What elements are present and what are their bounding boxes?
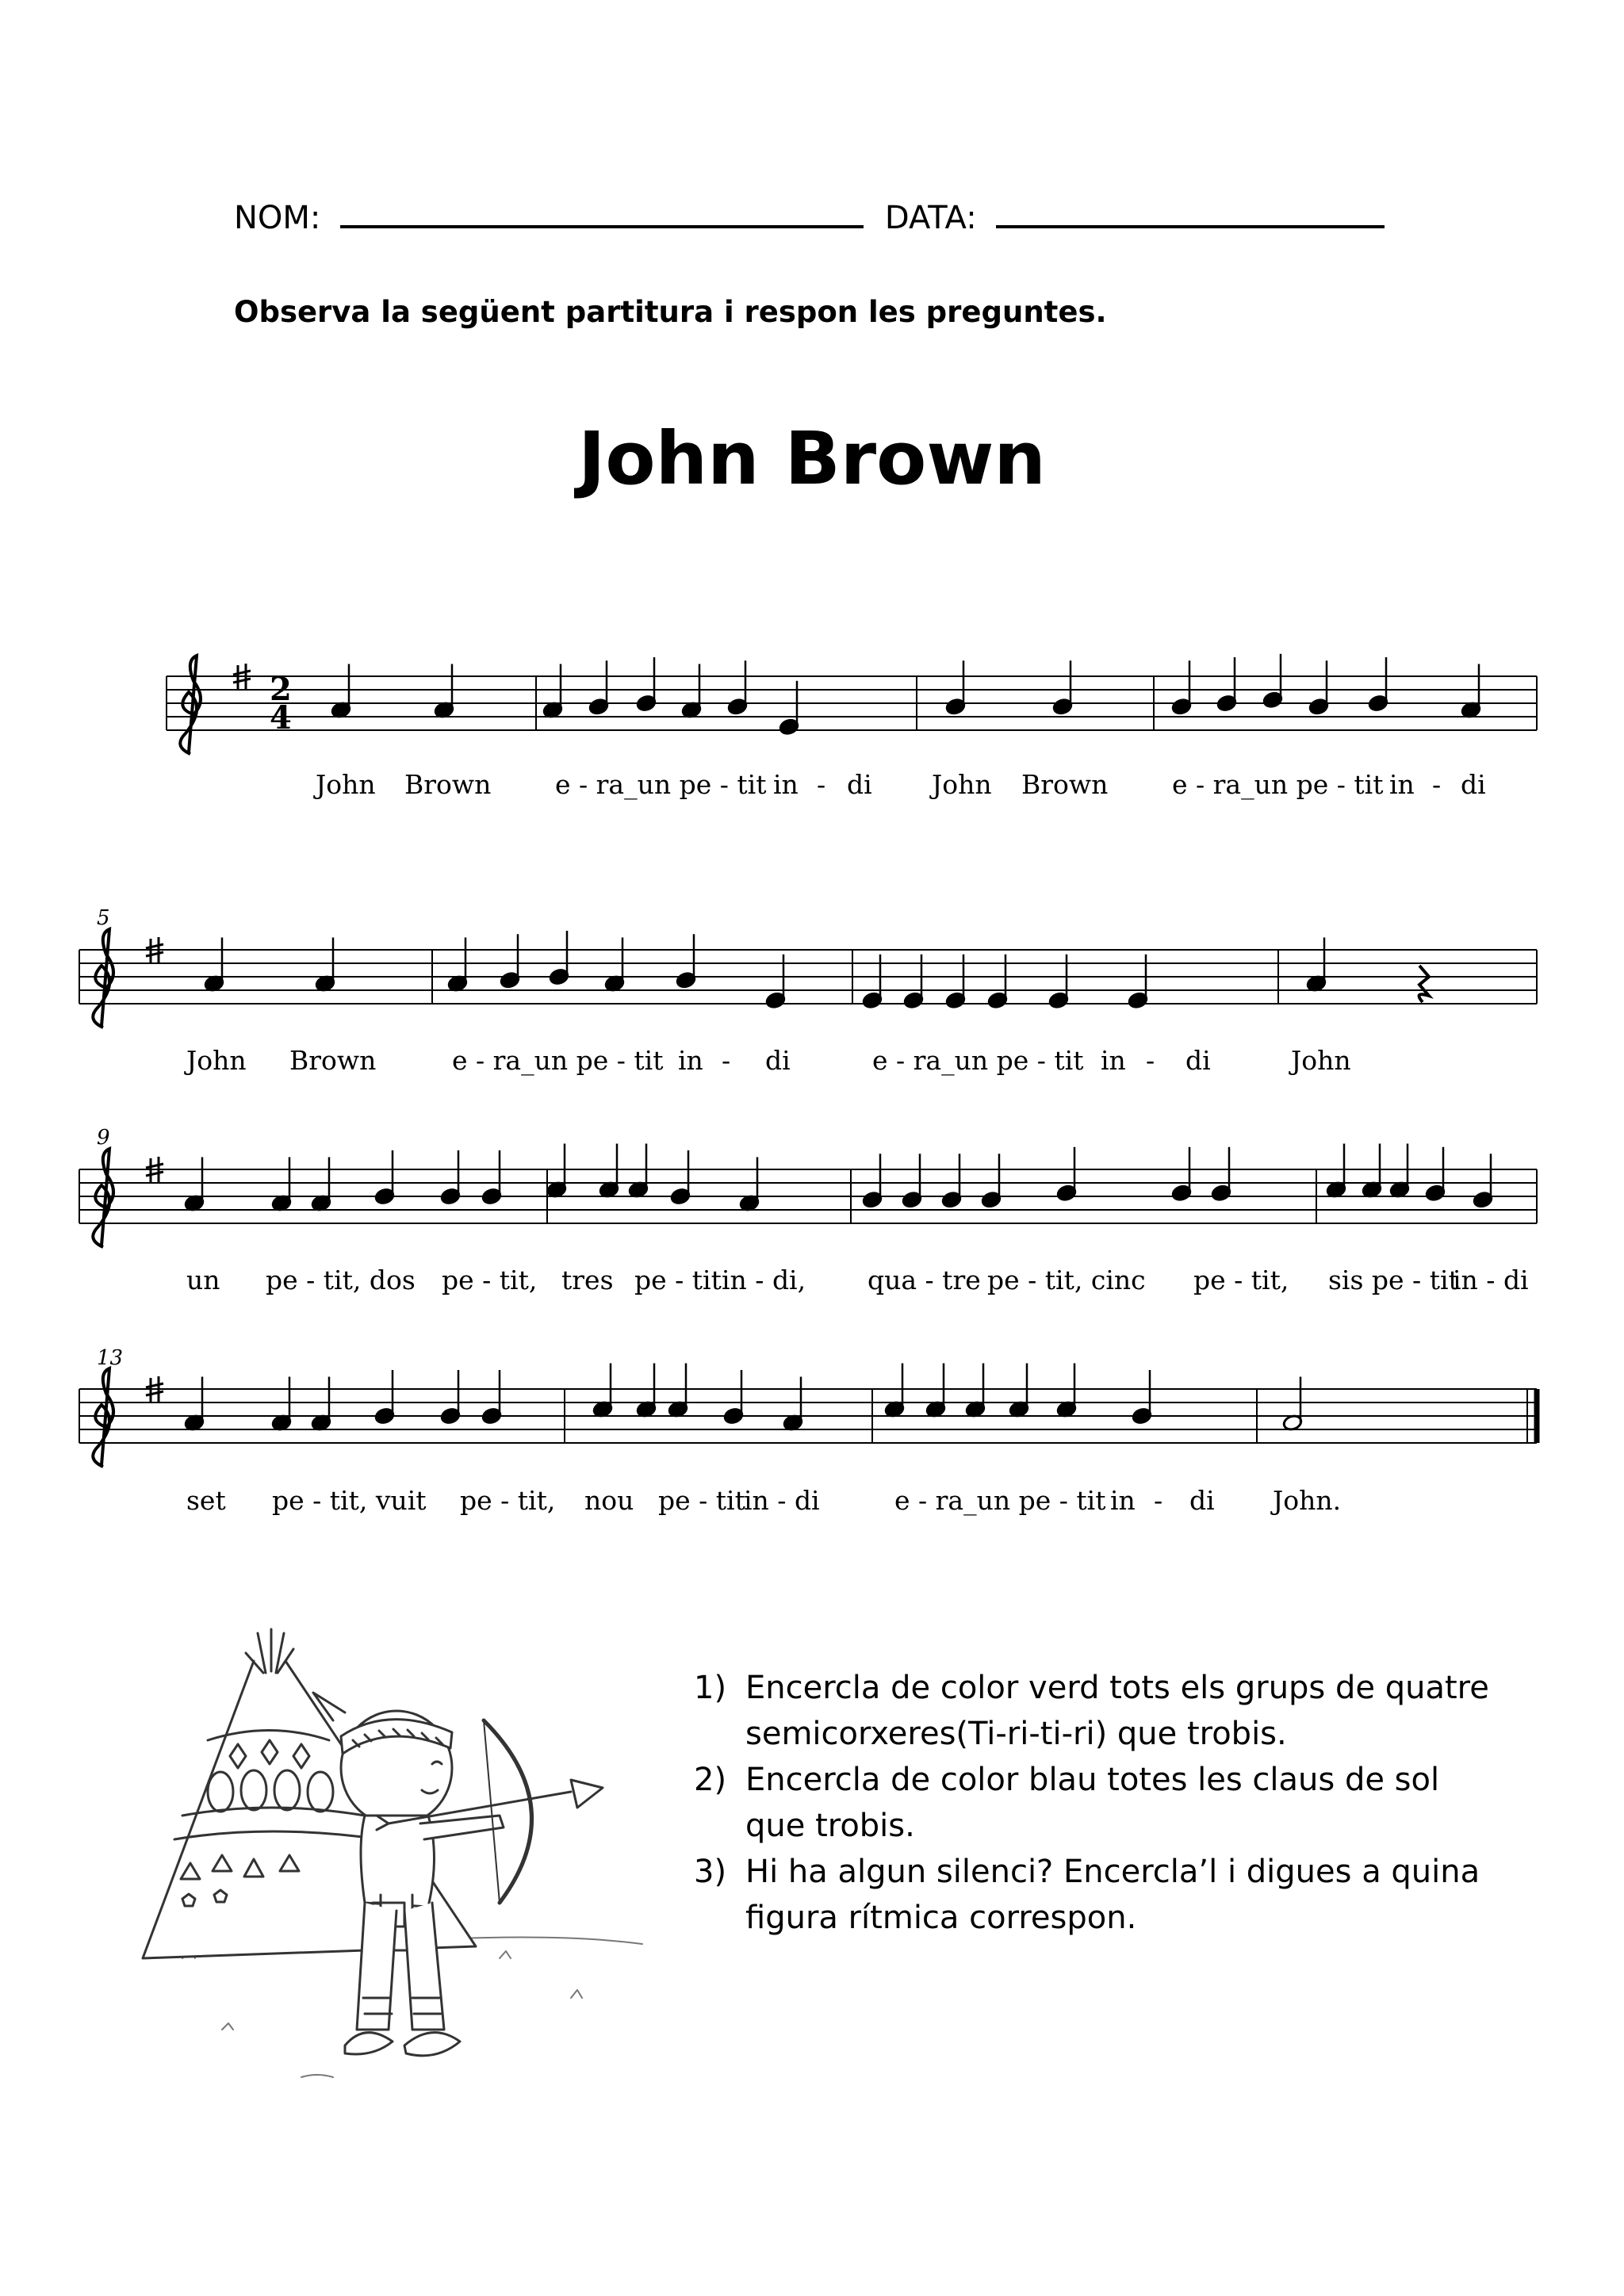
page-title: John Brown <box>578 416 1046 501</box>
lyric: - <box>817 769 826 800</box>
lyric: Brown <box>289 1045 377 1076</box>
lyric: di <box>1185 1045 1211 1076</box>
date-label: DATA: <box>884 200 977 236</box>
quarter-rest <box>1419 966 1430 1002</box>
treble-clef <box>180 656 201 754</box>
lyric: - <box>722 1045 731 1076</box>
treble-clef <box>93 1149 113 1247</box>
time-signature-bottom: 4 <box>270 699 292 737</box>
lyric: in - di <box>744 1485 820 1516</box>
lyric: Brown <box>1021 769 1109 800</box>
lyric: pe - tit, <box>460 1485 556 1516</box>
lyric: pe - tit, vuit <box>272 1485 427 1516</box>
question-number: 3) <box>694 1854 727 1890</box>
name-label: NOM: <box>234 200 321 236</box>
lyric: set <box>186 1485 226 1516</box>
lyric: pe - tit, <box>1193 1265 1289 1295</box>
lyric: e - ra_un pe - tit <box>555 769 767 800</box>
lyric: in <box>773 769 799 800</box>
lyric: pe - tit, dos <box>266 1265 416 1295</box>
lyric: nou <box>584 1485 634 1516</box>
lyric: - <box>1432 769 1442 800</box>
question-text: Encercla de color blau totes les claus de sol que trobis. <box>745 1762 1440 1844</box>
question-item <box>694 1665 1503 1757</box>
lyric: pe - tit <box>658 1485 745 1516</box>
treble-clef <box>93 929 113 1027</box>
lyric: sis pe - tit <box>1328 1265 1459 1295</box>
lyric: qua - tre <box>868 1265 981 1295</box>
lyric: pe - tit, <box>442 1265 538 1295</box>
question-text: Hi ha algun silenci? Encercla’l i digues a quina figura rítmica correspon. <box>745 1854 1480 1936</box>
measure-number: 9 <box>97 1126 110 1150</box>
measure-number: 13 <box>97 1346 124 1370</box>
lyric: un <box>186 1265 220 1295</box>
lyric: in - di <box>1453 1265 1529 1295</box>
lyric: di <box>1461 769 1486 800</box>
lyric: di <box>1189 1485 1215 1516</box>
lyric: John <box>186 1045 247 1076</box>
indian-child-illustration <box>127 1586 698 2101</box>
lyric: John. <box>1273 1485 1342 1516</box>
lyric: Brown <box>404 769 492 800</box>
treble-clef <box>93 1368 113 1467</box>
question-item <box>694 1757 1503 1849</box>
lyric: in <box>1389 769 1415 800</box>
question-number: 2) <box>694 1762 727 1798</box>
lyric: e - ra_un pe - tit <box>1172 769 1384 800</box>
lyric: in <box>1110 1485 1136 1516</box>
lyric: in <box>1101 1045 1126 1076</box>
question-text: Encercla de color verd tots els grups de quatre semicorxeres(Ti-ri-ti-ri) que trobis. <box>745 1670 1489 1752</box>
lyric: John <box>316 769 376 800</box>
lyric: e - ra_un pe - tit <box>872 1045 1084 1076</box>
lyric: pe - tit, cinc <box>987 1265 1146 1295</box>
lyric: tres <box>561 1265 614 1295</box>
lyric: John <box>932 769 992 800</box>
lyric: di <box>765 1045 791 1076</box>
questions-list <box>694 1665 1503 1941</box>
lyric: e - ra_un pe - tit <box>452 1045 664 1076</box>
measure-number: 5 <box>97 906 110 930</box>
lyric: pe - tit <box>634 1265 722 1295</box>
lyric: - <box>1154 1485 1163 1516</box>
lyric: e - ra_un pe - tit <box>894 1485 1106 1516</box>
question-item <box>694 1849 1503 1941</box>
question-number: 1) <box>694 1670 727 1706</box>
instruction-text: Observa la següent partitura i respon les preguntes. <box>234 295 1107 329</box>
lyric: John <box>1291 1045 1351 1076</box>
lyric: in - di, <box>722 1265 806 1295</box>
lyric: di <box>847 769 872 800</box>
time-signature-top: 2 <box>270 671 292 708</box>
lyric: - <box>1146 1045 1155 1076</box>
lyric: in <box>678 1045 703 1076</box>
